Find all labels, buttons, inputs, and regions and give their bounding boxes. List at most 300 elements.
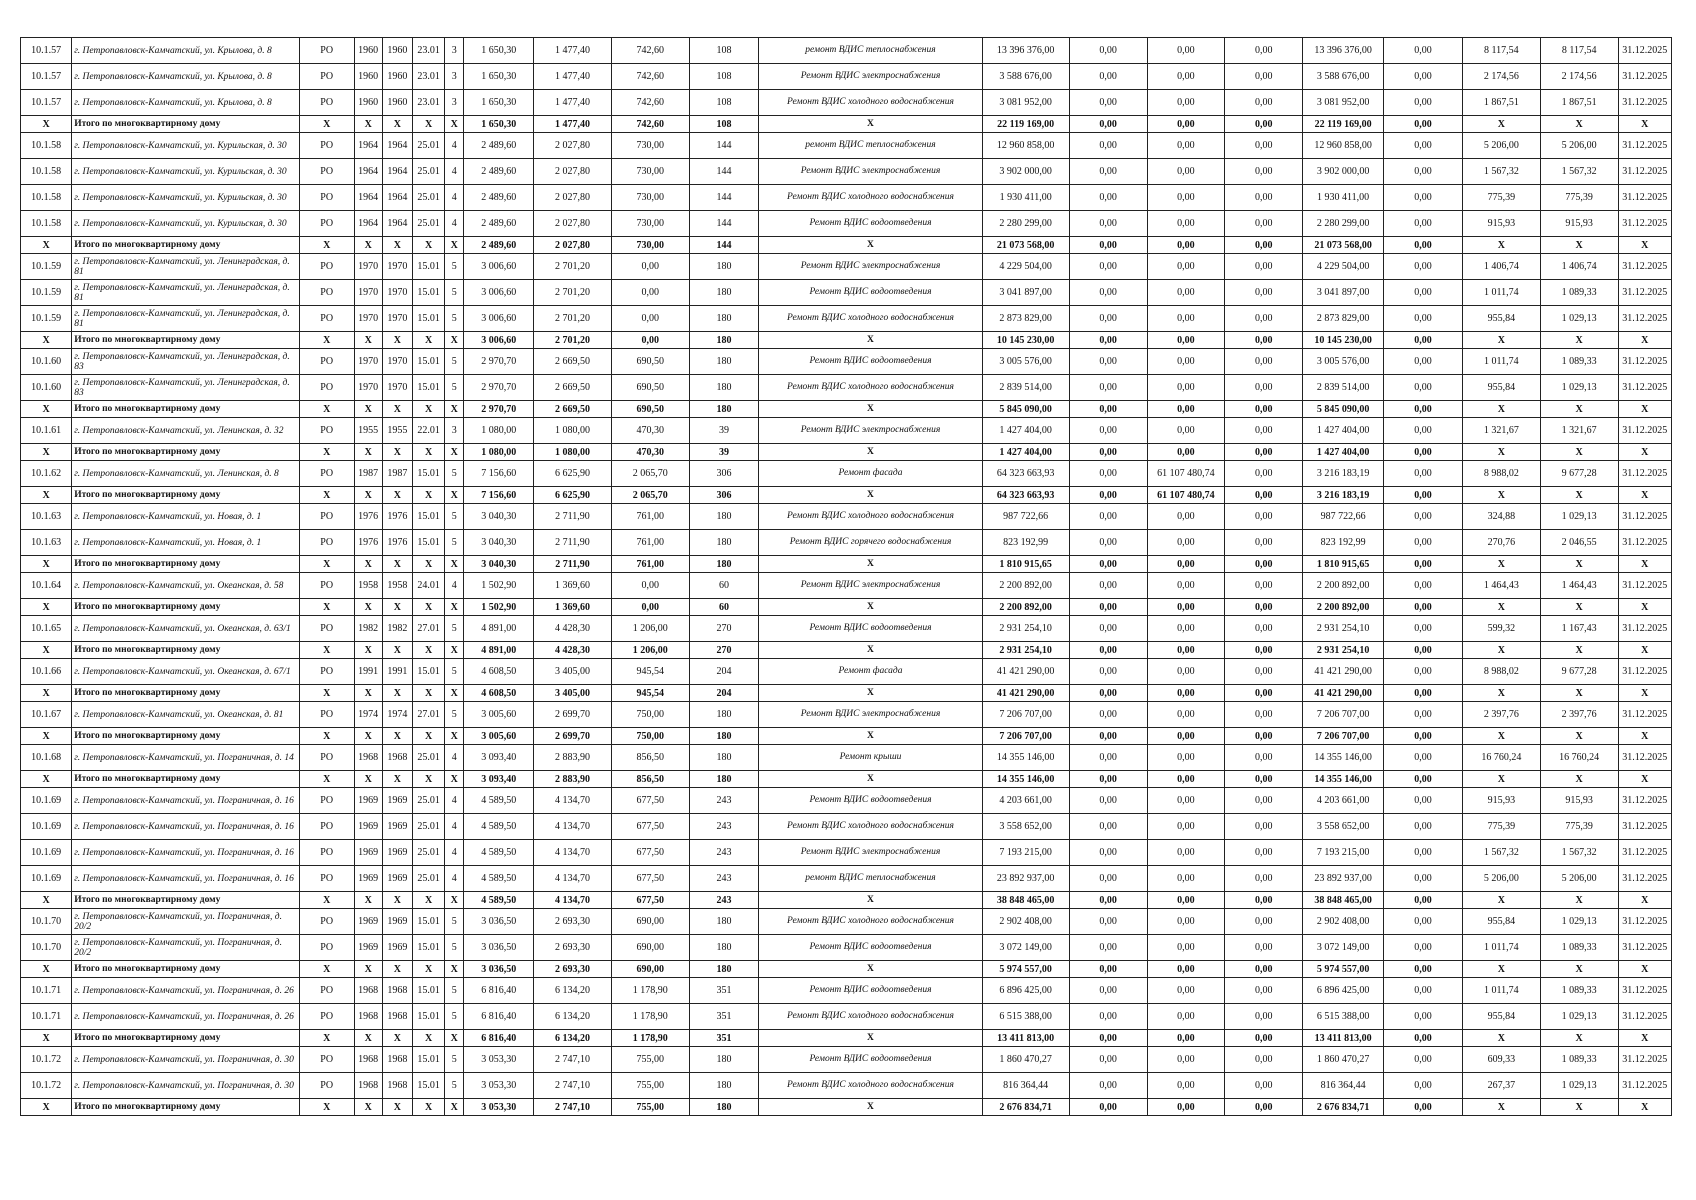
cell-num: 10.1.64: [21, 573, 72, 599]
cell-residents: 108: [689, 90, 759, 116]
cell-cost_unit: X: [1462, 444, 1540, 461]
cell-deadline: X: [1618, 332, 1671, 349]
total-row: [21, 599, 1672, 616]
cell-deadline: 31.12.2025: [1618, 745, 1671, 771]
cell-fund_fed: 0,00: [1069, 211, 1147, 237]
cell-area_total: 3 040,30: [464, 504, 534, 530]
cell-fund_fed: 0,00: [1069, 840, 1147, 866]
cell-fund_owners: 4 229 504,00: [1303, 254, 1384, 280]
cell-residents: 108: [689, 38, 759, 64]
cell-wall: 25.01: [413, 814, 445, 840]
cell-work: X: [759, 487, 982, 504]
cell-cost_limit: 1 029,13: [1540, 504, 1618, 530]
cell-deadline: 31.12.2025: [1618, 1047, 1671, 1073]
cell-fund_subj: 0,00: [1147, 642, 1225, 659]
cell-floors: 5: [444, 978, 463, 1004]
table-row: [21, 185, 1672, 211]
cell-fund_owners: 2 902 408,00: [1303, 909, 1384, 935]
cell-fund: РО: [299, 573, 354, 599]
cell-area_nonres: 0,00: [611, 599, 689, 616]
cell-deadline: 31.12.2025: [1618, 978, 1671, 1004]
cell-fund_mun: 0,00: [1225, 788, 1303, 814]
cell-fund_other: 0,00: [1384, 866, 1463, 892]
cell-year_comm: X: [382, 685, 413, 702]
total-row: [21, 332, 1672, 349]
cell-fund_owners: 2 873 829,00: [1303, 306, 1384, 332]
cell-wall: 15.01: [413, 375, 445, 401]
cell-cost_unit: X: [1462, 556, 1540, 573]
cell-address: г. Петропавловск-Камчатский, ул. Океанская, д. 81: [72, 702, 299, 728]
cell-area_total: 7 156,60: [464, 461, 534, 487]
cell-fund: РО: [299, 133, 354, 159]
cell-area_res: 4 134,70: [534, 866, 612, 892]
cell-area_total: 4 589,50: [464, 788, 534, 814]
cell-area_res: 1 369,60: [534, 599, 612, 616]
cell-cost_total: 3 005 576,00: [982, 349, 1069, 375]
cell-cost_limit: 1 167,43: [1540, 616, 1618, 642]
cell-work: Ремонт ВДИС холодного водоснабжения: [759, 504, 982, 530]
cell-area_total: 3 005,60: [464, 702, 534, 728]
cell-fund_mun: 0,00: [1225, 306, 1303, 332]
cell-area_total: 3 053,30: [464, 1047, 534, 1073]
cell-year_comm: 1974: [382, 702, 413, 728]
cell-year_built: X: [354, 332, 382, 349]
cell-residents: 351: [689, 978, 759, 1004]
cell-cost_limit: X: [1540, 116, 1618, 133]
cell-area_res: 4 428,30: [534, 642, 612, 659]
cell-cost_limit: 775,39: [1540, 185, 1618, 211]
cell-wall: X: [413, 237, 445, 254]
cell-area_total: 6 816,40: [464, 978, 534, 1004]
cell-fund_mun: 0,00: [1225, 133, 1303, 159]
cell-fund_mun: 0,00: [1225, 840, 1303, 866]
cell-area_nonres: 690,50: [611, 401, 689, 418]
cell-fund_mun: 0,00: [1225, 211, 1303, 237]
cell-fund_owners: 2 931 254,10: [1303, 616, 1384, 642]
cell-cost_total: 2 873 829,00: [982, 306, 1069, 332]
cell-fund_mun: 0,00: [1225, 1030, 1303, 1047]
cell-cost_total: 12 960 858,00: [982, 133, 1069, 159]
cell-cost_unit: 1 567,32: [1462, 840, 1540, 866]
cell-year_comm: X: [382, 1030, 413, 1047]
cell-area_total: 4 891,00: [464, 642, 534, 659]
cell-year_comm: 1970: [382, 349, 413, 375]
cell-area_total: 3 053,30: [464, 1073, 534, 1099]
cell-residents: 39: [689, 444, 759, 461]
cell-cost_unit: 609,33: [1462, 1047, 1540, 1073]
cell-area_nonres: 755,00: [611, 1099, 689, 1116]
cell-wall: 25.01: [413, 788, 445, 814]
capital-repair-table: [20, 37, 1672, 1116]
cell-area_total: 3 006,60: [464, 254, 534, 280]
cell-year_built: X: [354, 487, 382, 504]
cell-deadline: 31.12.2025: [1618, 90, 1671, 116]
cell-address: г. Петропавловск-Камчатский, ул. Пограничная, д. 20/2: [72, 909, 299, 935]
cell-fund_other: 0,00: [1384, 332, 1463, 349]
cell-year_built: 1968: [354, 1073, 382, 1099]
cell-cost_unit: 8 988,02: [1462, 659, 1540, 685]
cell-area_total: 2 489,60: [464, 133, 534, 159]
cell-cost_total: 4 229 504,00: [982, 254, 1069, 280]
cell-cost_limit: X: [1540, 556, 1618, 573]
cell-num: 10.1.66: [21, 659, 72, 685]
cell-year_comm: 1970: [382, 306, 413, 332]
cell-area_res: 2 699,70: [534, 728, 612, 745]
cell-fund: РО: [299, 159, 354, 185]
cell-wall: X: [413, 685, 445, 702]
cell-fund_fed: 0,00: [1069, 642, 1147, 659]
total-row: [21, 728, 1672, 745]
table-row: [21, 254, 1672, 280]
cell-floors: 5: [444, 1047, 463, 1073]
cell-fund_owners: 1 427 404,00: [1303, 418, 1384, 444]
cell-fund_other: 0,00: [1384, 556, 1463, 573]
cell-fund_owners: 13 411 813,00: [1303, 1030, 1384, 1047]
cell-cost_unit: 16 760,24: [1462, 745, 1540, 771]
cell-area_total: 2 970,70: [464, 375, 534, 401]
cell-cost_total: 2 839 514,00: [982, 375, 1069, 401]
cell-wall: 15.01: [413, 530, 445, 556]
cell-residents: 204: [689, 659, 759, 685]
cell-fund_fed: 0,00: [1069, 306, 1147, 332]
cell-wall: 15.01: [413, 909, 445, 935]
cell-fund_fed: 0,00: [1069, 866, 1147, 892]
cell-deadline: 31.12.2025: [1618, 1004, 1671, 1030]
cell-fund_other: 0,00: [1384, 1030, 1463, 1047]
cell-fund: РО: [299, 64, 354, 90]
cell-area_res: 4 134,70: [534, 892, 612, 909]
cell-fund_fed: 0,00: [1069, 375, 1147, 401]
cell-cost_unit: 1 321,67: [1462, 418, 1540, 444]
cell-year_comm: X: [382, 332, 413, 349]
cell-area_total: 6 816,40: [464, 1004, 534, 1030]
cell-address: г. Петропавловск-Камчатский, ул. Океанская, д. 63/1: [72, 616, 299, 642]
cell-fund_other: 0,00: [1384, 771, 1463, 788]
cell-num: 10.1.72: [21, 1047, 72, 1073]
cell-num: 10.1.68: [21, 745, 72, 771]
cell-cost_total: 2 931 254,10: [982, 642, 1069, 659]
cell-area_nonres: 755,00: [611, 1047, 689, 1073]
cell-year_comm: 1964: [382, 133, 413, 159]
cell-cost_limit: 1 029,13: [1540, 375, 1618, 401]
cell-year_built: 1955: [354, 418, 382, 444]
cell-address: Итого по многоквартирному дому: [72, 332, 299, 349]
cell-work: X: [759, 1030, 982, 1047]
cell-fund_other: 0,00: [1384, 185, 1463, 211]
cell-num: 10.1.70: [21, 935, 72, 961]
cell-cost_limit: 1 029,13: [1540, 1004, 1618, 1030]
cell-fund_owners: 2 931 254,10: [1303, 642, 1384, 659]
cell-year_built: 1968: [354, 1047, 382, 1073]
cell-wall: 23.01: [413, 64, 445, 90]
cell-fund_fed: 0,00: [1069, 349, 1147, 375]
cell-residents: 144: [689, 211, 759, 237]
cell-fund: РО: [299, 1047, 354, 1073]
cell-fund_other: 0,00: [1384, 978, 1463, 1004]
cell-year_comm: 1987: [382, 461, 413, 487]
cell-num: 10.1.62: [21, 461, 72, 487]
cell-area_nonres: 730,00: [611, 133, 689, 159]
cell-fund: РО: [299, 1004, 354, 1030]
cell-deadline: X: [1618, 961, 1671, 978]
cell-year_comm: 1958: [382, 573, 413, 599]
cell-year_built: 1964: [354, 185, 382, 211]
cell-area_res: 2 701,20: [534, 332, 612, 349]
cell-area_nonres: 742,60: [611, 38, 689, 64]
cell-fund_other: 0,00: [1384, 211, 1463, 237]
cell-num: 10.1.65: [21, 616, 72, 642]
cell-area_total: 1 650,30: [464, 90, 534, 116]
cell-wall: X: [413, 1099, 445, 1116]
cell-year_comm: 1982: [382, 616, 413, 642]
cell-wall: 23.01: [413, 90, 445, 116]
cell-residents: 180: [689, 332, 759, 349]
cell-address: Итого по многоквартирному дому: [72, 599, 299, 616]
cell-deadline: 31.12.2025: [1618, 616, 1671, 642]
cell-area_nonres: 730,00: [611, 211, 689, 237]
cell-residents: 108: [689, 116, 759, 133]
cell-fund_other: 0,00: [1384, 280, 1463, 306]
cell-area_nonres: 677,50: [611, 788, 689, 814]
cell-address: г. Петропавловск-Камчатский, ул. Пограничная, д. 30: [72, 1073, 299, 1099]
total-row: [21, 771, 1672, 788]
cell-num: X: [21, 1030, 72, 1047]
cell-fund: РО: [299, 254, 354, 280]
table-row: [21, 90, 1672, 116]
cell-deadline: 31.12.2025: [1618, 418, 1671, 444]
cell-fund_fed: 0,00: [1069, 159, 1147, 185]
cell-area_nonres: 2 065,70: [611, 487, 689, 504]
cell-deadline: X: [1618, 685, 1671, 702]
cell-address: г. Петропавловск-Камчатский, ул. Ленинская, д. 32: [72, 418, 299, 444]
cell-fund_owners: 21 073 568,00: [1303, 237, 1384, 254]
cell-residents: 270: [689, 616, 759, 642]
cell-area_total: 4 608,50: [464, 685, 534, 702]
cell-cost_unit: X: [1462, 487, 1540, 504]
cell-year_built: X: [354, 1030, 382, 1047]
cell-num: 10.1.71: [21, 978, 72, 1004]
table-row: [21, 935, 1672, 961]
cell-year_built: 1969: [354, 935, 382, 961]
cell-wall: 15.01: [413, 349, 445, 375]
cell-cost_unit: 267,37: [1462, 1073, 1540, 1099]
cell-fund_owners: 3 072 149,00: [1303, 935, 1384, 961]
cell-area_total: 3 036,50: [464, 961, 534, 978]
total-row: [21, 116, 1672, 133]
cell-year_built: 1970: [354, 375, 382, 401]
cell-fund_mun: 0,00: [1225, 771, 1303, 788]
cell-cost_limit: X: [1540, 892, 1618, 909]
cell-floors: 5: [444, 616, 463, 642]
cell-year_comm: 1968: [382, 1004, 413, 1030]
cell-area_nonres: 742,60: [611, 90, 689, 116]
cell-fund_subj: 0,00: [1147, 116, 1225, 133]
cell-fund: РО: [299, 616, 354, 642]
cell-fund_owners: 22 119 169,00: [1303, 116, 1384, 133]
cell-fund_mun: 0,00: [1225, 237, 1303, 254]
cell-fund_other: 0,00: [1384, 573, 1463, 599]
cell-fund_mun: 0,00: [1225, 728, 1303, 745]
cell-fund_mun: 0,00: [1225, 961, 1303, 978]
cell-fund_owners: 823 192,99: [1303, 530, 1384, 556]
cell-area_nonres: 470,30: [611, 418, 689, 444]
cell-cost_total: 7 193 215,00: [982, 840, 1069, 866]
cell-wall: 25.01: [413, 866, 445, 892]
cell-fund_fed: 0,00: [1069, 1030, 1147, 1047]
cell-deadline: 31.12.2025: [1618, 185, 1671, 211]
cell-residents: 270: [689, 642, 759, 659]
cell-fund_owners: 3 216 183,19: [1303, 461, 1384, 487]
cell-fund_fed: 0,00: [1069, 1073, 1147, 1099]
cell-wall: X: [413, 487, 445, 504]
cell-cost_limit: 2 046,55: [1540, 530, 1618, 556]
cell-fund_owners: 2 200 892,00: [1303, 599, 1384, 616]
cell-wall: 15.01: [413, 659, 445, 685]
total-row: [21, 487, 1672, 504]
cell-year_comm: X: [382, 556, 413, 573]
cell-wall: X: [413, 771, 445, 788]
cell-fund_mun: 0,00: [1225, 1047, 1303, 1073]
cell-num: 10.1.69: [21, 788, 72, 814]
cell-area_nonres: 2 065,70: [611, 461, 689, 487]
cell-work: Ремонт ВДИС горячего водоснабжения: [759, 530, 982, 556]
cell-floors: 5: [444, 349, 463, 375]
cell-fund_mun: 0,00: [1225, 556, 1303, 573]
cell-cost_unit: X: [1462, 401, 1540, 418]
cell-cost_unit: X: [1462, 685, 1540, 702]
cell-floors: 5: [444, 254, 463, 280]
cell-work: Ремонт ВДИС холодного водоснабжения: [759, 909, 982, 935]
cell-fund_fed: 0,00: [1069, 935, 1147, 961]
cell-residents: 243: [689, 814, 759, 840]
cell-fund_owners: 12 960 858,00: [1303, 133, 1384, 159]
cell-year_comm: X: [382, 487, 413, 504]
cell-year_comm: 1955: [382, 418, 413, 444]
cell-work: Ремонт ВДИС электроснабжения: [759, 159, 982, 185]
cell-deadline: 31.12.2025: [1618, 814, 1671, 840]
cell-deadline: 31.12.2025: [1618, 349, 1671, 375]
cell-floors: 4: [444, 185, 463, 211]
cell-area_total: 2 970,70: [464, 349, 534, 375]
cell-cost_limit: X: [1540, 961, 1618, 978]
table-row: [21, 349, 1672, 375]
cell-cost_total: 5 845 090,00: [982, 401, 1069, 418]
cell-fund_fed: 0,00: [1069, 978, 1147, 1004]
cell-fund_subj: 0,00: [1147, 1073, 1225, 1099]
cell-cost_unit: 775,39: [1462, 814, 1540, 840]
cell-work: ремонт ВДИС теплоснабжения: [759, 133, 982, 159]
cell-year_comm: X: [382, 599, 413, 616]
cell-area_nonres: 761,00: [611, 530, 689, 556]
cell-address: г. Петропавловск-Камчатский, ул. Крылова, д. 8: [72, 90, 299, 116]
cell-area_nonres: 730,00: [611, 159, 689, 185]
cell-cost_total: 38 848 465,00: [982, 892, 1069, 909]
cell-fund: РО: [299, 788, 354, 814]
cell-cost_total: 3 902 000,00: [982, 159, 1069, 185]
cell-floors: X: [444, 685, 463, 702]
cell-cost_unit: 1 011,74: [1462, 349, 1540, 375]
cell-area_nonres: 1 178,90: [611, 1030, 689, 1047]
cell-work: Ремонт ВДИС водоотведения: [759, 616, 982, 642]
cell-num: 10.1.58: [21, 159, 72, 185]
cell-year_comm: 1964: [382, 185, 413, 211]
cell-area_total: 4 589,50: [464, 814, 534, 840]
cell-cost_total: 7 206 707,00: [982, 702, 1069, 728]
cell-floors: 4: [444, 745, 463, 771]
cell-cost_unit: X: [1462, 116, 1540, 133]
cell-fund_other: 0,00: [1384, 788, 1463, 814]
cell-fund_mun: 0,00: [1225, 418, 1303, 444]
cell-num: X: [21, 401, 72, 418]
cell-wall: 25.01: [413, 133, 445, 159]
cell-cost_total: 3 072 149,00: [982, 935, 1069, 961]
cell-year_comm: 1969: [382, 814, 413, 840]
cell-cost_unit: X: [1462, 1030, 1540, 1047]
cell-cost_limit: X: [1540, 401, 1618, 418]
cell-fund: РО: [299, 866, 354, 892]
cell-floors: X: [444, 116, 463, 133]
cell-year_comm: 1968: [382, 1073, 413, 1099]
cell-year_built: X: [354, 116, 382, 133]
cell-year_built: 1991: [354, 659, 382, 685]
cell-fund_fed: 0,00: [1069, 616, 1147, 642]
cell-cost_total: 21 073 568,00: [982, 237, 1069, 254]
cell-fund_mun: 0,00: [1225, 814, 1303, 840]
cell-fund_mun: 0,00: [1225, 38, 1303, 64]
cell-fund: X: [299, 1099, 354, 1116]
cell-residents: 180: [689, 504, 759, 530]
cell-area_total: 3 093,40: [464, 745, 534, 771]
cell-wall: 25.01: [413, 185, 445, 211]
cell-area_res: 2 693,30: [534, 909, 612, 935]
cell-area_nonres: 730,00: [611, 185, 689, 211]
cell-residents: 180: [689, 909, 759, 935]
cell-address: Итого по многоквартирному дому: [72, 961, 299, 978]
cell-fund: X: [299, 771, 354, 788]
cell-residents: 243: [689, 892, 759, 909]
cell-year_built: 1958: [354, 573, 382, 599]
cell-fund_other: 0,00: [1384, 116, 1463, 133]
cell-area_total: 3 006,60: [464, 306, 534, 332]
cell-fund_fed: 0,00: [1069, 444, 1147, 461]
cell-work: Ремонт ВДИС водоотведения: [759, 978, 982, 1004]
cell-num: X: [21, 444, 72, 461]
cell-deadline: 31.12.2025: [1618, 909, 1671, 935]
cell-num: X: [21, 116, 72, 133]
cell-deadline: 31.12.2025: [1618, 573, 1671, 599]
cell-area_nonres: 1 206,00: [611, 616, 689, 642]
cell-residents: 180: [689, 401, 759, 418]
cell-fund_subj: 0,00: [1147, 771, 1225, 788]
cell-residents: 306: [689, 487, 759, 504]
cell-residents: 60: [689, 599, 759, 616]
cell-work: Ремонт ВДИС электроснабжения: [759, 418, 982, 444]
cell-floors: X: [444, 771, 463, 788]
cell-fund_subj: 0,00: [1147, 133, 1225, 159]
cell-wall: X: [413, 1030, 445, 1047]
cell-address: г. Петропавловск-Камчатский, ул. Ленинская, д. 8: [72, 461, 299, 487]
cell-fund: РО: [299, 978, 354, 1004]
cell-fund_mun: 0,00: [1225, 1099, 1303, 1116]
cell-floors: 5: [444, 1004, 463, 1030]
cell-cost_unit: 1 011,74: [1462, 935, 1540, 961]
cell-fund: РО: [299, 306, 354, 332]
cell-fund_subj: 0,00: [1147, 961, 1225, 978]
cell-residents: 180: [689, 935, 759, 961]
cell-num: 10.1.72: [21, 1073, 72, 1099]
cell-cost_total: 987 722,66: [982, 504, 1069, 530]
cell-num: X: [21, 487, 72, 504]
